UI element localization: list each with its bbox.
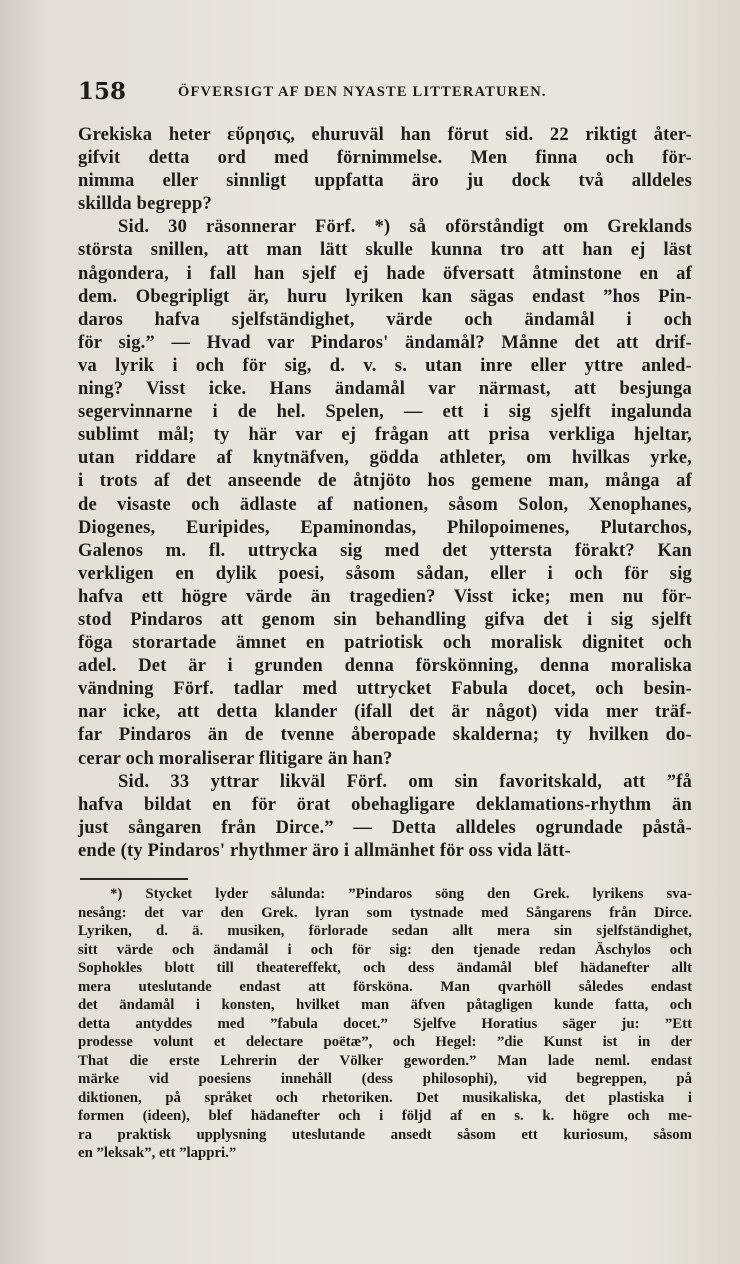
text-line: daros hafva sjelfständighet, värde och ändamål i och [78,309,692,330]
text-line: i trots af det anseende de åtnjöto hos gemene man, många af [78,471,692,492]
text-line: nar icke, att detta klander (ifall det är något) vida mer träf- [78,702,692,723]
footnote-line: prodesse volunt et delectare poëtæ”, och Hegel: ”die Kunst ist in der [78,1034,692,1050]
text-line: Sid. 30 räsonnerar Förf. *) så oförståndigt om Greklands [118,217,692,238]
footnote-line: detta antyddes med ”fabula docet.” Sjelfve Horatius säger ju: ”Ett [78,1015,692,1032]
text-line: cerar och moraliserar flitigare än han? [78,748,393,769]
text-line: segervinnarne i de hel. Spelen, — ett i sig sjelft ingalunda [78,402,692,423]
text-line: någondera, i fall han sjelf ej hade öfversatt åtminstone en af [78,263,692,284]
footnote-line: diktionen, på språket och rhetoriken. Det musikaliska, det plastiska i [78,1089,692,1106]
text-line: dem. Obegripligt är, huru lyriken kan sägas endast ”hos Pin- [78,286,692,307]
text-line: hafva ett högre värde än tragedien? Visst icke; men nu för- [78,586,692,607]
text-line: utan riddare af knytnäfven, gödda athleter, om hvilkas yrke, [78,448,692,469]
text-line: Galenos m. fl. uttrycka sig med det yttersta förakt? Kan [78,540,692,561]
text-line: ning? Visst icke. Hans ändamål var närmast, att besjunga [78,379,692,400]
text-line: hafva bildat en för örat obehagligare deklamations-rhythm än [78,794,692,815]
footnote-line: ra praktisk upplysning uteslutande ansedt såsom ett kuriosum, såsom [78,1126,692,1143]
text-line: för sig.” — Hvad var Pindaros' ändamål? Månne det att drif- [78,332,692,353]
text-line: de visaste och ädlaste af nationen, såsom Solon, Xenophanes, [78,494,692,515]
footnote-line: sitt värde och ändamål i och för sig: den tjenade redan Äschylos och [78,941,692,958]
footnote-line: Sophokles blott till theatereffekt, och dess ändamål blef hädanefter allt [78,960,692,976]
footnote-divider [80,878,188,880]
text-line: Sid. 33 yttrar likväl Förf. om sin favoritskald, att ”få [118,771,692,792]
footnote-line: That die erste Lehrerin der Völker geworden.” Man lade neml. endast [78,1052,692,1069]
text-line: verkligen en dylik poesi, såsom sådan, eller i och för sig [78,563,692,584]
footnote-line: formen (ideen), blef hädanefter och i följd af en s. k. högre och me- [78,1108,692,1124]
footnote-line: märke vid poesiens innehåll (dess philosophi), vid begreppen, på [78,1071,692,1087]
text-line: stod Pindaros att genom sin behandling gifva det i sig sjelft [78,609,692,630]
text-line: Diogenes, Euripides, Epaminondas, Philopoimenes, Plutarchos, [78,517,692,538]
text-line: vändning Förf. tadlar med uttrycket Fabula docet, och besin- [78,679,692,700]
page-number: 158 [78,78,127,105]
main-text [78,124,692,863]
page-header [78,78,692,108]
text-line: adel. Det är i grunden denna förskönning, denna moraliska [78,656,692,677]
text-line: skillda begrepp? [78,194,212,215]
text-line: far Pindaros än de tvenne åberopade skalderna; ty hvilken do- [78,725,692,746]
running-title: ÖFVERSIGT AF DEN NYASTE LITTERATUREN. [178,84,547,100]
footnote-text [78,885,692,1163]
footnote-line: *) Stycket lyder sålunda: ”Pindaros söng den Grek. lyrikens sva- [110,886,692,902]
footnote-line: nesång: det var den Grek. lyran som tystnade med Sångarens från Dirce. [78,904,692,921]
footnote-line: mera uteslutande endast att försköna. Man qvarhöll således endast [78,978,692,995]
text-line: största snillen, att man lätt skulle kunna tro att han ej läst [78,240,692,261]
footnote-line: det ändamål i konsten, hvilket man äfven påtagligen kunde fatta, och [78,997,692,1013]
footnote-line: en ”leksak”, ett ”lappri.” [78,1145,237,1161]
text-line: nimma eller sinnligt uppfatta äro ju dock två alldeles [78,171,692,192]
text-line: va lyrik i och för sig, d. v. s. utan inre eller yttre anled- [78,355,692,376]
text-line: ende (ty Pindaros' rhythmer äro i allmänhet för oss vida lätt- [78,840,572,861]
text-line: sublimt mål; ty här var ej frågan att prisa verkliga hjeltar, [78,425,692,446]
text-line: föga storartade ämnet en patriotisk och moralisk dignitet och [78,633,692,654]
footnote-line: Lyriken, d. ä. musiken, förlorade sedan allt mera sin sjelfständighet, [78,923,692,939]
text-line: just sångaren från Dirce.” — Detta alldeles ogrundade påstå- [78,817,692,838]
text-line: gifvit detta ord med förnimmelse. Men finna och för- [78,148,692,169]
text-line: Grekiska heter εὕρησις, ehuruväl han förut sid. 22 riktigt åter- [78,125,692,145]
